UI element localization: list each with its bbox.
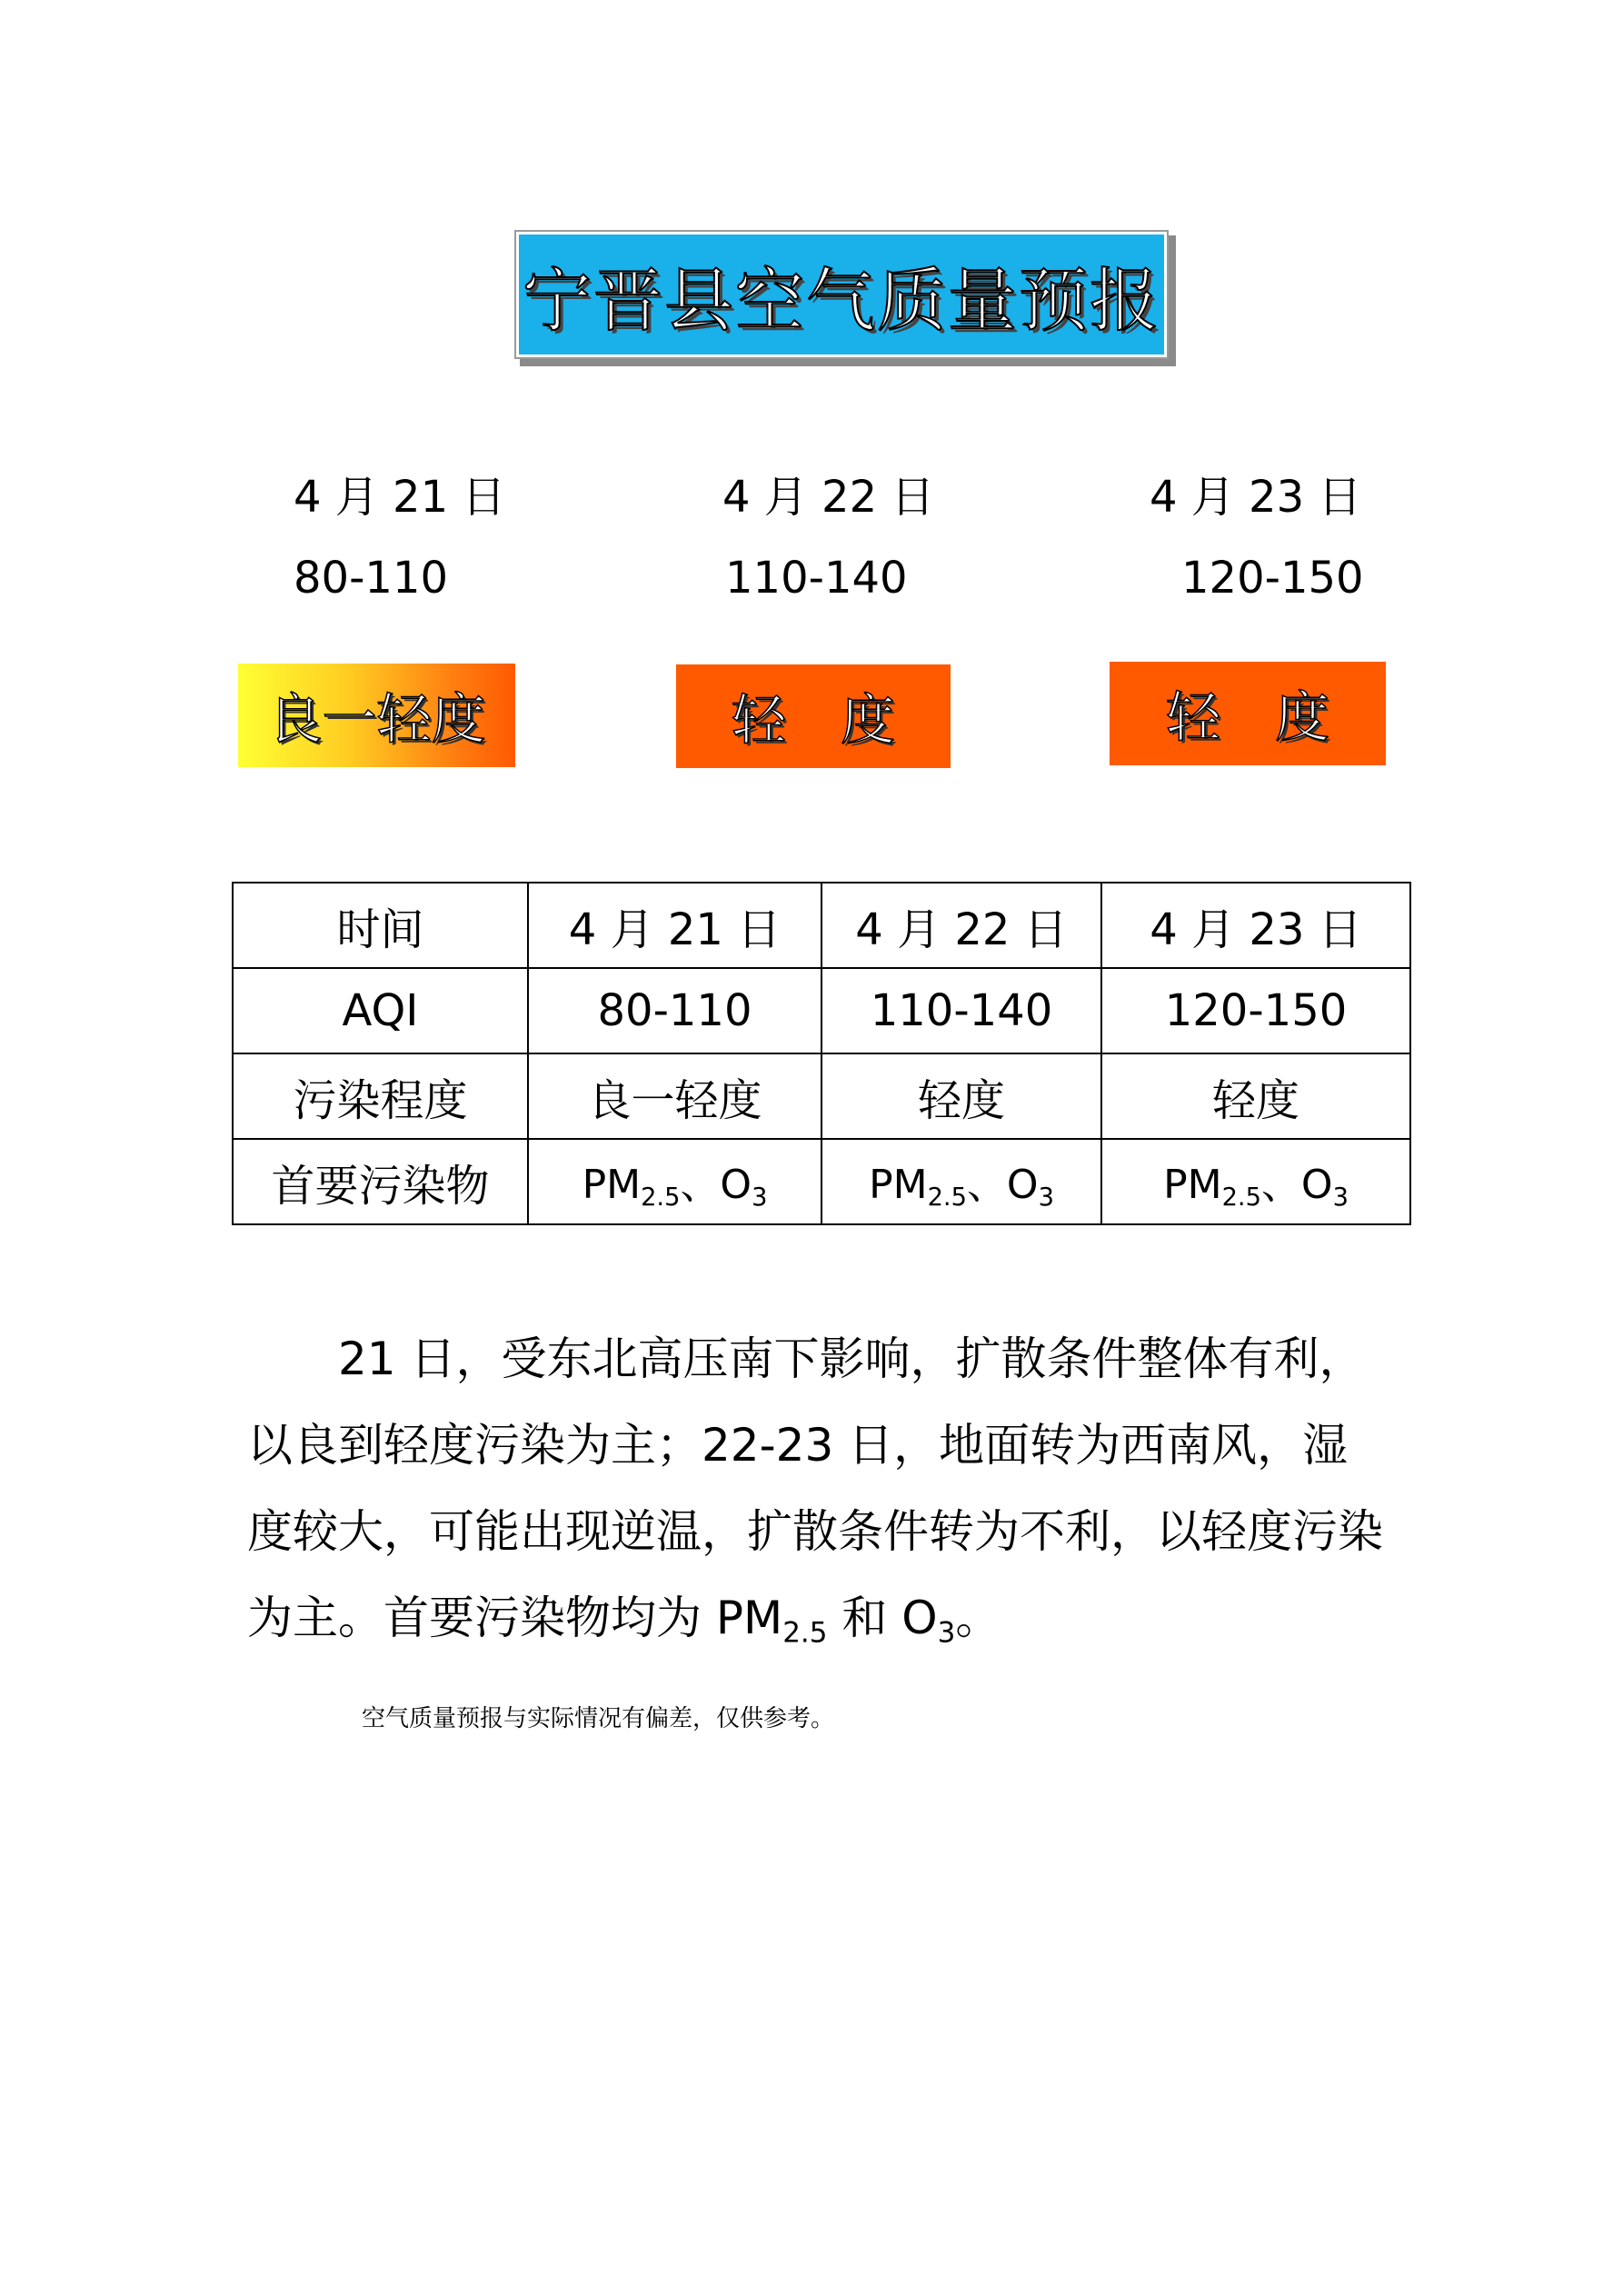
pollutant-pm: PM bbox=[869, 1161, 928, 1208]
table-row-label: 首要污染物 bbox=[233, 1139, 528, 1224]
day2-aqi: 110-140 bbox=[725, 553, 908, 604]
pollutant-o-sub: 3 bbox=[1038, 1183, 1054, 1213]
forecast-table bbox=[232, 882, 1411, 1225]
day1-aqi: 80-110 bbox=[294, 553, 449, 604]
table-row bbox=[233, 1053, 1410, 1139]
table-cell: 轻度 bbox=[1101, 1053, 1410, 1139]
day2-level-char2: 度 bbox=[841, 689, 895, 753]
table-cell: 良一轻度 bbox=[528, 1053, 821, 1139]
table-header-row bbox=[233, 883, 1410, 968]
day1-date: 4 月 21 日 bbox=[294, 472, 506, 523]
pollutant-o-sub: 3 bbox=[752, 1183, 768, 1213]
table-header-cell: 4 月 22 日 bbox=[821, 883, 1101, 968]
description-text: 21 日，受东北高压南下影响，扩散条件整体有利，以良到轻度污染为主；22-23 日，地面转为西南风，湿度较大，可能出现逆温，扩散条件转为不利，以轻度污染为主。首要污染物均为 PM bbox=[247, 1333, 1383, 1644]
table-row bbox=[233, 968, 1410, 1053]
day3-date: 4 月 23 日 bbox=[1150, 472, 1362, 523]
day2-date: 4 月 22 日 bbox=[722, 472, 935, 523]
table-row bbox=[233, 1139, 1410, 1224]
day3-level-char2: 度 bbox=[1275, 686, 1329, 750]
pollutant-pm-sub: 2.5 bbox=[641, 1183, 681, 1213]
pollutant-o-sub: 3 bbox=[1332, 1183, 1349, 1213]
table-cell bbox=[1101, 1139, 1410, 1224]
table-cell: 120-150 bbox=[1101, 968, 1410, 1053]
pollutant-o: 、O bbox=[1260, 1161, 1333, 1208]
table-cell bbox=[821, 1139, 1101, 1224]
pollutant-pm: PM bbox=[1163, 1161, 1222, 1208]
forecast-description bbox=[247, 1316, 1392, 1676]
description-sub-o: 3 bbox=[937, 1616, 956, 1650]
day1-level-badge bbox=[238, 664, 515, 767]
pollutant-pm-sub: 2.5 bbox=[1221, 1183, 1261, 1213]
pollutant-o: 、O bbox=[966, 1161, 1039, 1208]
day3-level-badge bbox=[1110, 662, 1386, 765]
description-mid: 和 O bbox=[827, 1592, 938, 1644]
title-banner bbox=[516, 232, 1167, 357]
day2-level-badge bbox=[676, 664, 951, 768]
disclaimer-note: 空气质量预报与实际情况有偏差，仅供参考。 bbox=[362, 1705, 835, 1732]
table-cell: 110-140 bbox=[821, 968, 1101, 1053]
day3-level-char1: 轻 bbox=[1166, 686, 1220, 750]
table-cell: 轻度 bbox=[821, 1053, 1101, 1139]
table-row-label: 污染程度 bbox=[233, 1053, 528, 1139]
description-sub-pm: 2.5 bbox=[782, 1616, 828, 1650]
pollutant-o: 、O bbox=[680, 1161, 752, 1208]
table-header-cell: 4 月 21 日 bbox=[528, 883, 821, 968]
pollutant-pm: PM bbox=[582, 1161, 642, 1208]
description-end: 。 bbox=[955, 1592, 1001, 1644]
day2-level-char1: 轻 bbox=[732, 689, 786, 753]
table-header-cell: 时间 bbox=[233, 883, 528, 968]
day1-level-text: 良一轻度 bbox=[267, 688, 486, 752]
table-cell bbox=[528, 1139, 821, 1224]
pollutant-pm-sub: 2.5 bbox=[927, 1183, 967, 1213]
table-cell: 80-110 bbox=[528, 968, 821, 1053]
day3-aqi: 120-150 bbox=[1181, 553, 1364, 604]
table-row-label: AQI bbox=[233, 968, 528, 1053]
page-title: 宁晋县空气质量预报 bbox=[523, 259, 1160, 341]
table-header-cell: 4 月 23 日 bbox=[1101, 883, 1410, 968]
